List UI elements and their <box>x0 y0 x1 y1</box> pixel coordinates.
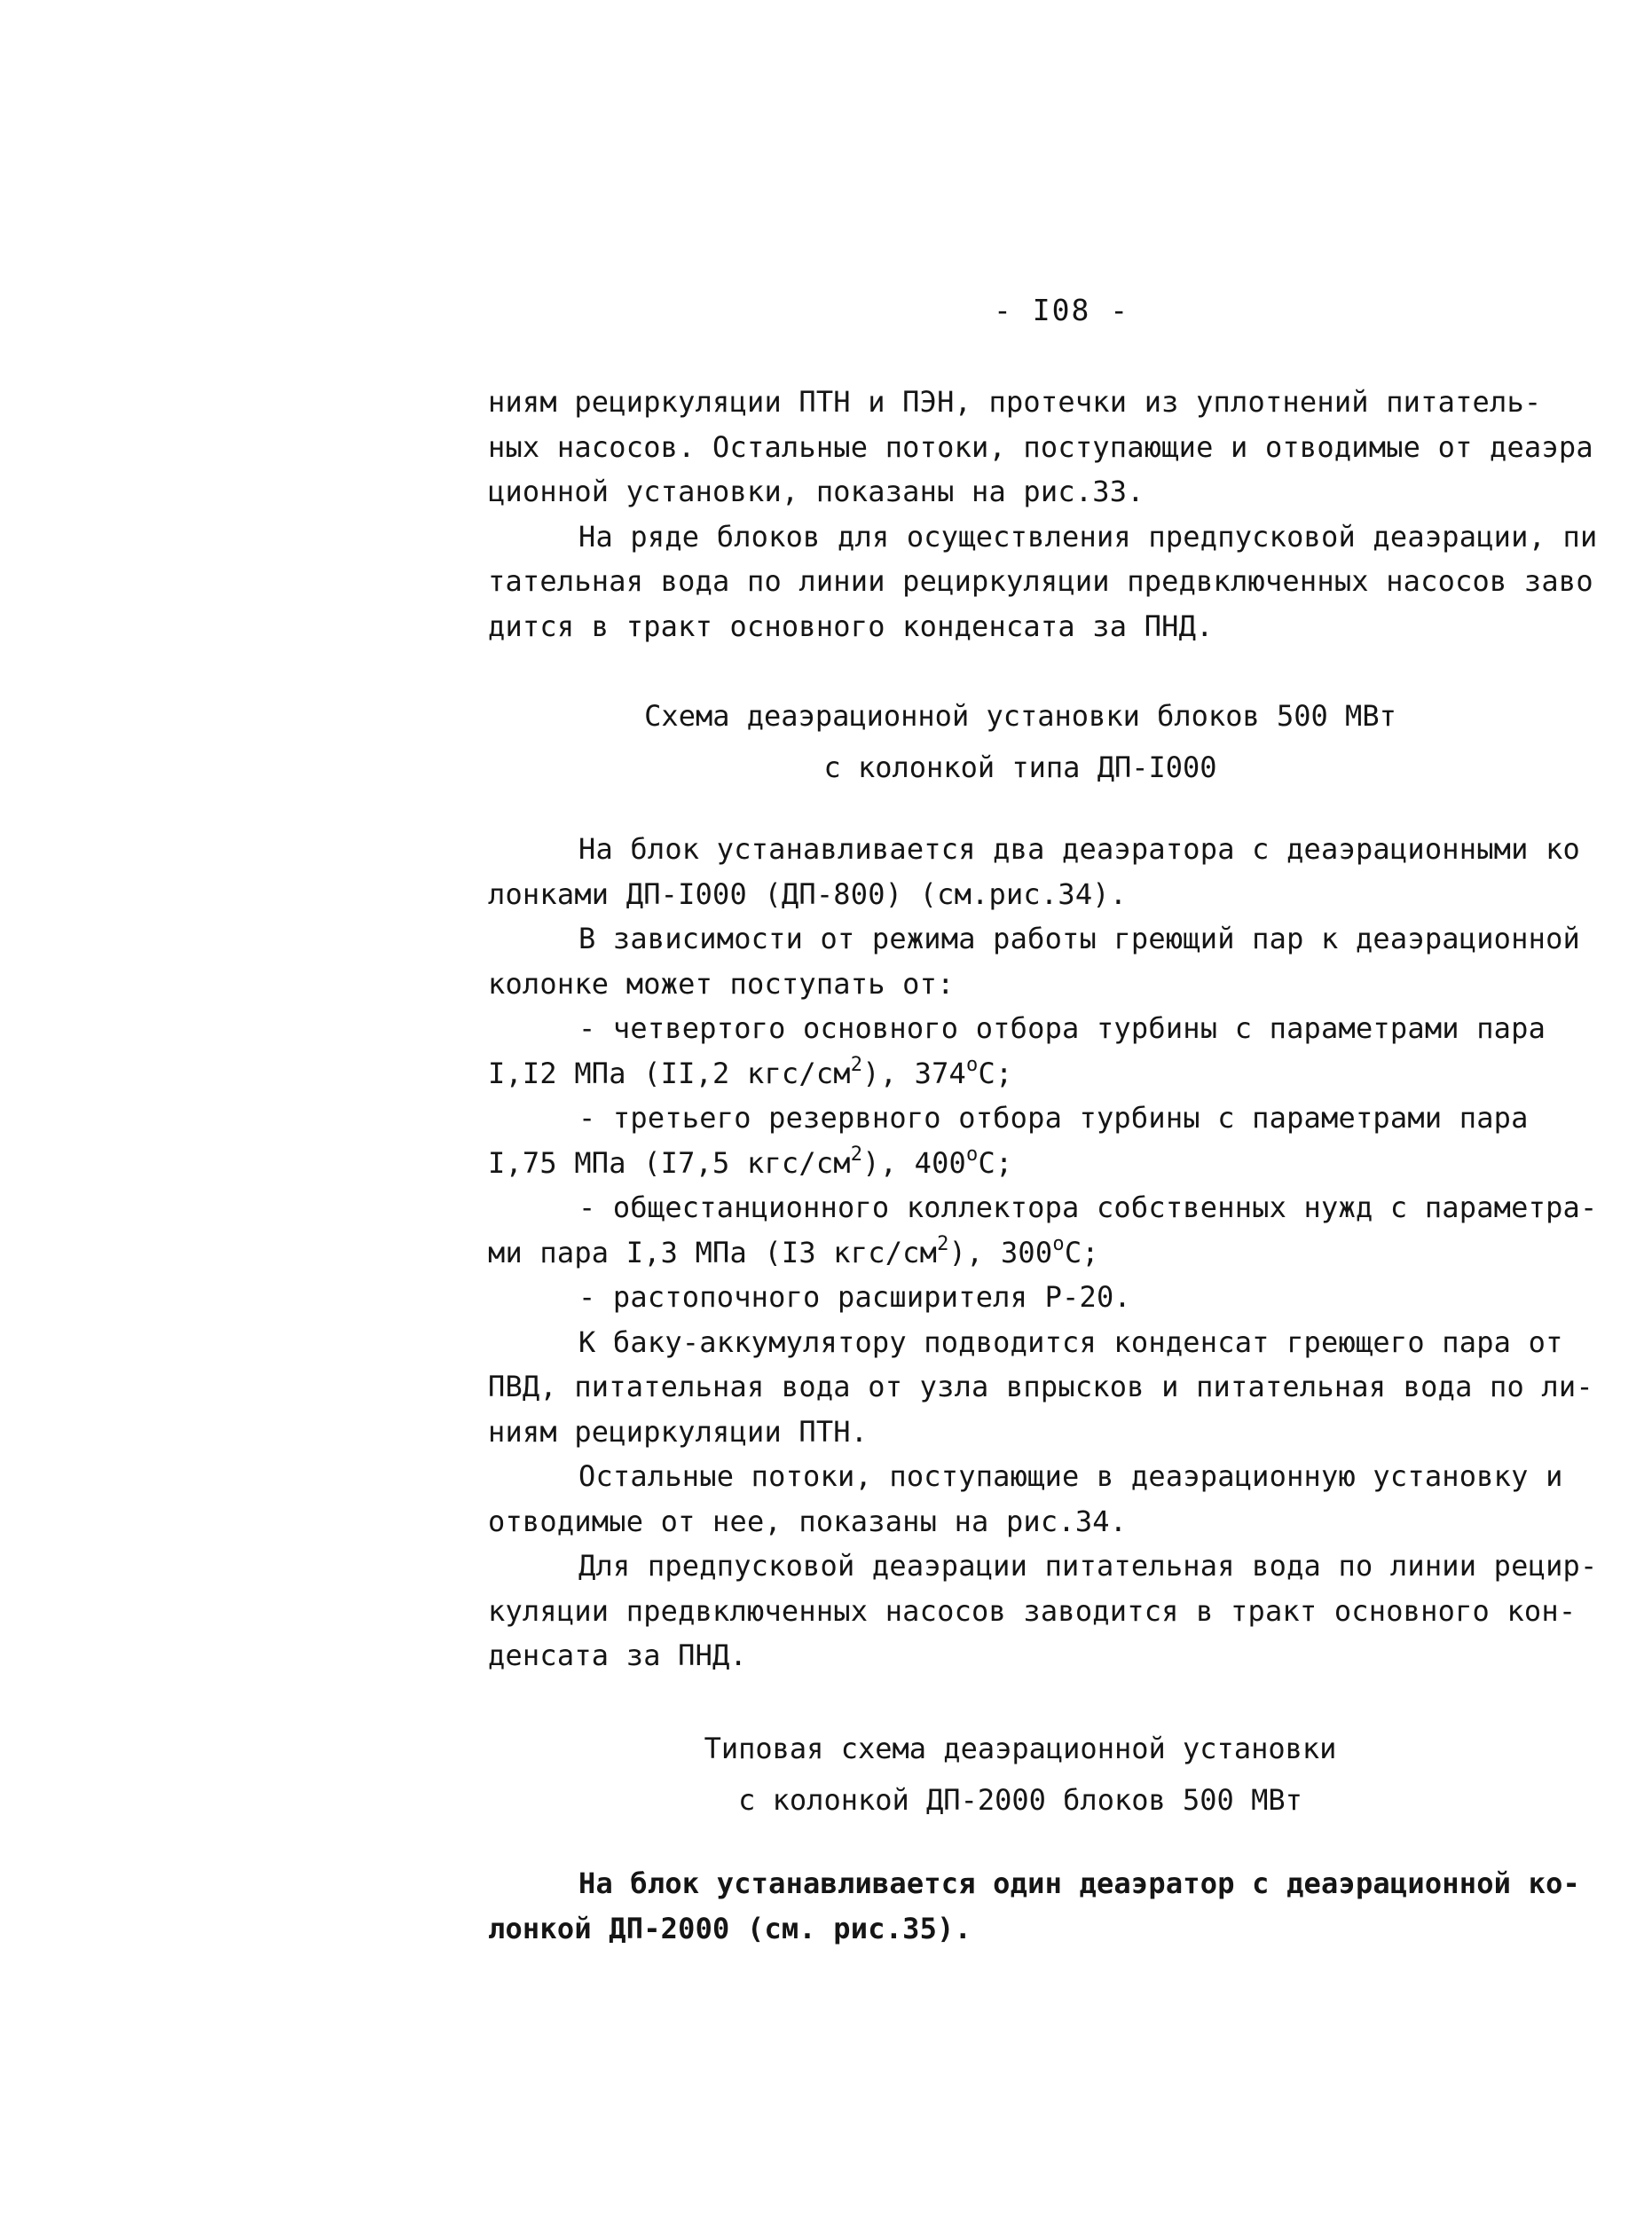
section-heading-1 <box>488 690 1553 793</box>
text-line: Для предпусковой деаэрации питательная вода по линии рецир- <box>578 1549 1598 1583</box>
paragraph-block-3 <box>488 1861 1615 1951</box>
text-line: ниям рециркуляции ПТН и ПЭН, протечки из уплотнений питатель- <box>488 385 1542 419</box>
text-line: тательная вода по линии рециркуляции предвключенных насосов заво <box>488 564 1593 598</box>
text-line: В зависимости от режима работы греющий пар к деаэрационной <box>578 922 1581 955</box>
text-line: денсата за ПНД. <box>488 1638 747 1672</box>
text-line: - четвертого основного отбора турбины с параметрами пара <box>578 1011 1546 1045</box>
section-heading-1-line-2: с колонкой типа ДП-I000 <box>823 750 1217 784</box>
text-line: - третьего резервного отбора турбины с параметрами пара <box>578 1101 1529 1135</box>
text-line: ционной установки, показаны на рис.33. <box>488 475 1145 508</box>
section-heading-1-line-1: Схема деаэрационной установки блоков 500 МВт <box>644 699 1396 733</box>
text-line: колонке может поступать от: <box>488 966 955 1001</box>
text-line: На ряде блоков для осуществления предпусковой деаэрации, пи <box>578 519 1598 554</box>
paragraph-block-1 <box>488 380 1615 648</box>
text-line: ниям рециркуляции ПТН. <box>488 1414 869 1449</box>
text-line: отводимые от нее, показаны на рис.34. <box>488 1504 1128 1538</box>
text-line: - растопочного расширителя Р-20. <box>578 1280 1131 1314</box>
text-line: куляции предвключенных насосов заводится в тракт основного кон- <box>488 1593 1577 1628</box>
text-line: дится в тракт основного конденсата за ПНД. <box>488 609 1214 643</box>
text-line: К баку-аккумулятору подводится конденсат греющего пара от <box>578 1324 1563 1359</box>
page-number: - I08 - <box>994 293 1130 327</box>
text-line: На блок устанавливается один деаэратор с деаэрационной ко- <box>578 1866 1581 1900</box>
section-heading-2-line-1: Типовая схема деаэрационной установки <box>704 1732 1337 1765</box>
text-line: Остальные потоки, поступающие в деаэрационную установку и <box>578 1459 1563 1493</box>
text-line: ПВД, питательная вода от узла впрысков и питательная вода по ли- <box>488 1370 1593 1403</box>
text-line: ми пара I,3 МПа (I3 кгс/$см^2$), $300^оС$; <box>488 1232 1099 1269</box>
superscript: о <box>966 1143 979 1166</box>
text-line: лонкой ДП-2000 (см. рис.35). <box>488 1911 972 1945</box>
text-line: - общестанционного коллектора собственных нужд с параметра- <box>578 1191 1598 1224</box>
superscript: 2 <box>937 1232 949 1255</box>
section-heading-2-line-2: с колонкой ДП-2000 блоков 500 МВт <box>738 1783 1302 1817</box>
superscript: 2 <box>850 1143 863 1166</box>
section-heading-2 <box>488 1723 1553 1826</box>
text-line: I,I2 МПа (II,2 кгс/$см^2$), $374^оС$; <box>488 1053 1013 1090</box>
superscript: о <box>1052 1232 1065 1255</box>
text-line: На блок устанавливается два деаэратора с деаэрационными ко <box>578 832 1581 866</box>
superscript: 2 <box>850 1053 863 1076</box>
superscript: о <box>966 1053 979 1076</box>
paragraph-block-2 <box>488 827 1615 1678</box>
text-line: I,75 МПа (I7,5 кгс/$см^2$), $400^оС$; <box>488 1143 1013 1180</box>
text-line: ных насосов. Остальные потоки, поступающие и отводимые от деаэра <box>488 429 1593 464</box>
text-line: лонками ДП-I000 (ДП-800) (см.рис.34). <box>488 876 1128 911</box>
